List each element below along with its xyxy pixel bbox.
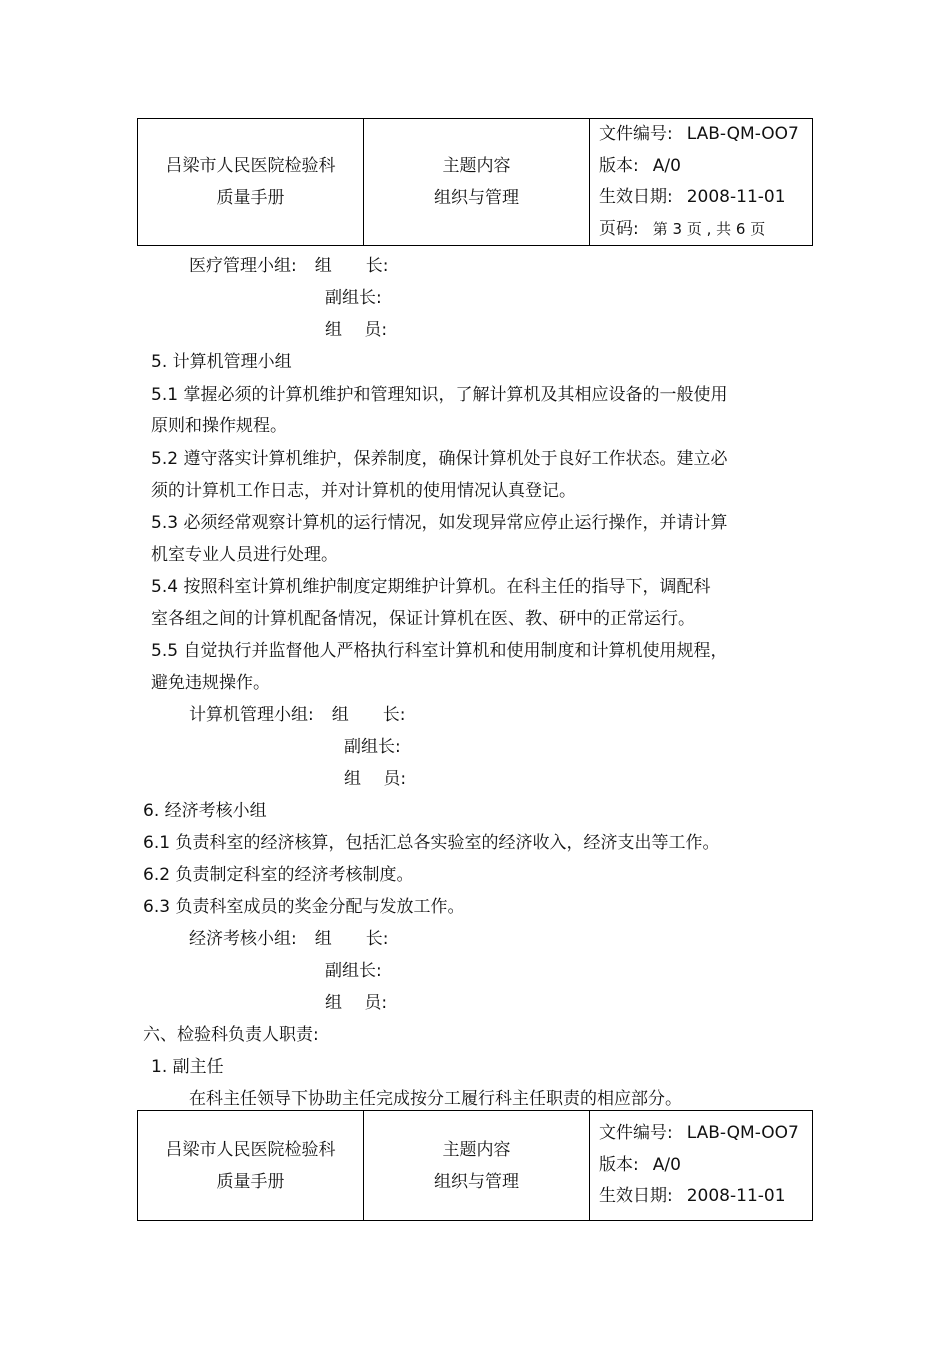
section-5-title: 5. 计算机管理小组 [151,352,292,372]
effective-date: 2008-11-01 [686,1186,786,1207]
subject-label: 主题内容 [442,156,511,176]
computer-group-leader-line [189,703,405,727]
para-5-4-line1: 5.4 按照科室计算机维护制度定期维护计算机。在科主任的指导下，调配科 [151,577,711,597]
subject-label: 主题内容 [442,1139,511,1160]
version: A/0 [652,155,681,176]
econ-group-title: 经济考核小组: [189,929,297,949]
medical-group-leader: 组 长: [314,256,389,276]
medical-group-leader-line [189,254,388,278]
doc-no: LAB-QM-OO7 [686,124,799,144]
para-5-3-line2: 机室专业人员进行处理。 [151,545,338,565]
deputy-director-duty: 在科主任领导下协助主任完成按分工履行科主任职责的相应部分。 [189,1089,682,1109]
subject-title: 组织与管理 [434,188,519,208]
version: A/0 [652,1154,681,1175]
document-header-top [137,118,813,246]
para-6-3: 6.3 负责科室成员的奖金分配与发放工作。 [143,897,465,917]
para-5-2-line2: 须的计算机工作日志，并对计算机的使用情况认真登记。 [151,481,576,501]
doc-no: LAB-QM-OO7 [686,1123,799,1144]
para-5-3-line1: 5.3 必须经常观察计算机的运行情况，如发现异常应停止运行操作，并请计算 [151,513,728,533]
manual-name: 质量手册 [216,1171,285,1192]
computer-group-title: 计算机管理小组: [189,705,314,725]
para-5-2-line1: 5.2 遵守落实计算机维护，保养制度，确保计算机处于良好工作状态。建立必 [151,449,728,469]
section-6-title: 6. 经济考核小组 [143,801,267,821]
doc-info-cell [590,119,813,246]
medical-group-deputy: 副组长: [325,288,382,308]
doc-no-label: 文件编号: [599,124,673,144]
hospital-name: 吕梁市人民医院检验科 [165,156,336,176]
doc-info-cell [590,1111,813,1221]
econ-group-leader-line [189,927,388,951]
version-label: 版本: [599,1154,639,1175]
subject-cell [364,119,590,246]
econ-group-members: 组 员: [325,993,388,1013]
medical-group-title: 医疗管理小组: [189,256,297,276]
section-six-title: 六、检验科负责人职责: [143,1025,319,1045]
computer-group-leader: 组 长: [331,705,406,725]
date-label: 生效日期: [599,187,673,207]
computer-group-members: 组 员: [344,769,407,789]
version-label: 版本: [599,155,639,176]
subject-cell [364,1111,590,1221]
hospital-name: 吕梁市人民医院检验科 [165,1139,336,1160]
para-5-4-line2: 室各组之间的计算机配备情况，保证计算机在医、教、研中的正常运行。 [151,609,695,629]
page-label: 页码: [599,218,639,239]
page-number: 第 3 页 , 共 6 页 [652,219,766,238]
manual-name: 质量手册 [216,188,285,208]
para-5-1-line1: 5.1 掌握必须的计算机维护和管理知识，了解计算机及其相应设备的一般使用 [151,385,728,405]
para-5-5-line2: 避免违规操作。 [151,673,270,693]
medical-group-members: 组 员: [325,320,388,340]
econ-group-deputy: 副组长: [325,961,382,981]
hospital-cell [138,119,364,246]
doc-no-label: 文件编号: [599,1123,673,1144]
para-5-1-line2: 原则和操作规程。 [151,416,287,436]
para-6-2: 6.2 负责制定科室的经济考核制度。 [143,865,414,885]
date-label: 生效日期: [599,1186,673,1207]
subject-title: 组织与管理 [434,1171,519,1192]
computer-group-deputy: 副组长: [344,737,401,757]
para-6-1: 6.1 负责科室的经济核算，包括汇总各实验室的经济收入，经济支出等工作。 [143,833,720,853]
hospital-cell [138,1111,364,1221]
document-header-bottom [137,1110,813,1221]
effective-date: 2008-11-01 [686,187,786,207]
deputy-director-heading: 1. 副主任 [151,1057,224,1077]
econ-group-leader: 组 长: [314,929,389,949]
para-5-5-line1: 5.5 自觉执行并监督他人严格执行科室计算机和使用制度和计算机使用规程， [151,641,728,661]
